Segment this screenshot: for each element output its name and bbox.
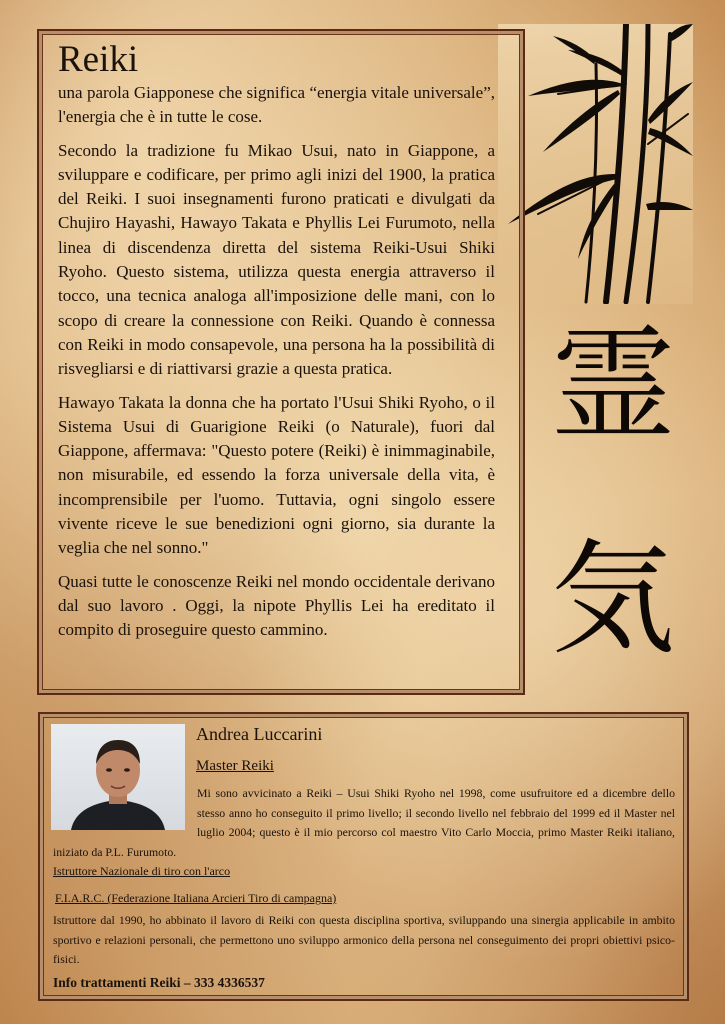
bamboo-illustration xyxy=(498,24,693,304)
instructor-bio: Istruttore dal 1990, ho abbinato il lavoro di Reiki con questa disciplina sportiva, sviluppando una sinergia applicabile in ambito sportivo e relazioni personali, che permettono uno sviluppo armonico della persona nel conseguimento dei propri obiettivi psico-fisici. xyxy=(53,913,675,966)
history-paragraph: Secondo la tradizione fu Mikao Usui, nato in Giappone, a sviluppare e codificare, per primo agli inizi del 1900, la pratica del Reiki. I suoi insegnamenti furono praticati e divulgati da Chujiro Hayashi, Hawayo Takata e Phyllis Lei Furumoto, nella linea di discendenza diretta del sistema Reiki-Usui Shiki Ryoho. Questo sistema, utilizza questa energia attraverso il tocco, una tecnica analoga all'imposizione delle mani, con lo scopo di creare la connessione con Reiki. Quando è connessa con Reiki in modo consapevole, una persona ha la possibilità di risvegliarsi e di riattivarsi grazie a questa pratica. xyxy=(58,140,495,379)
federation-name: F.I.A.R.C. (Federazione Italiana Arcieri Tiro di campagna) xyxy=(55,891,337,905)
master-profile-panel xyxy=(38,712,689,1001)
page-title: Reiki xyxy=(58,39,139,80)
contact-info: Info trattamenti Reiki – 333 4336537 xyxy=(53,975,265,990)
instructor-title: Istruttore Nazionale di tiro con l'arco xyxy=(53,864,231,878)
kanji-rei: 霊 xyxy=(550,314,675,458)
intro-paragraph: una parola Giapponese che significa “energia vitale universale”, l'energia che è in tutte le cose. xyxy=(58,83,495,127)
takata-paragraph: Hawayo Takata la donna che ha portato l'Usui Shiki Ryoho, o il Sistema Usui di Guarigione Reiki (o Naturale), fuori dal Giappone, affermava: "Questo potere (Reiki) è inimmaginabile, non misurabile, ed essendo la forza universale della vita, è incomprensibile per l'uomo. Tuttavia, ogni singolo essere vivente riceve le sue benedizioni ogni giorno, sia durante la veglia che nel sonno." xyxy=(58,392,495,558)
reiki-intro-panel xyxy=(37,29,525,695)
legacy-paragraph: Quasi tutte le conoscenze Reiki nel mondo occidentale derivano dal suo lavoro . Oggi, la nipote Phyllis Lei ha ereditato il compito di proseguire questo cammino. xyxy=(58,571,495,640)
master-bio: Mi sono avvicinato a Reiki – Usui Shiki Ryoho nel 1998, come usufruitore ed a dicembre dello stesso anno ho conseguito il primo livello; il secondo livello nel febbraio del 1999 ed il Master nel luglio 2004; questo è il mio percorso col maestro Vito Carlo Moccia, primo Master Reiki italiano, iniziato da P.L. Furumoto. xyxy=(53,786,675,859)
master-role: Master Reiki xyxy=(196,758,274,774)
master-name: Andrea Luccarini xyxy=(196,724,323,744)
kanji-ki: 気 xyxy=(550,528,675,672)
